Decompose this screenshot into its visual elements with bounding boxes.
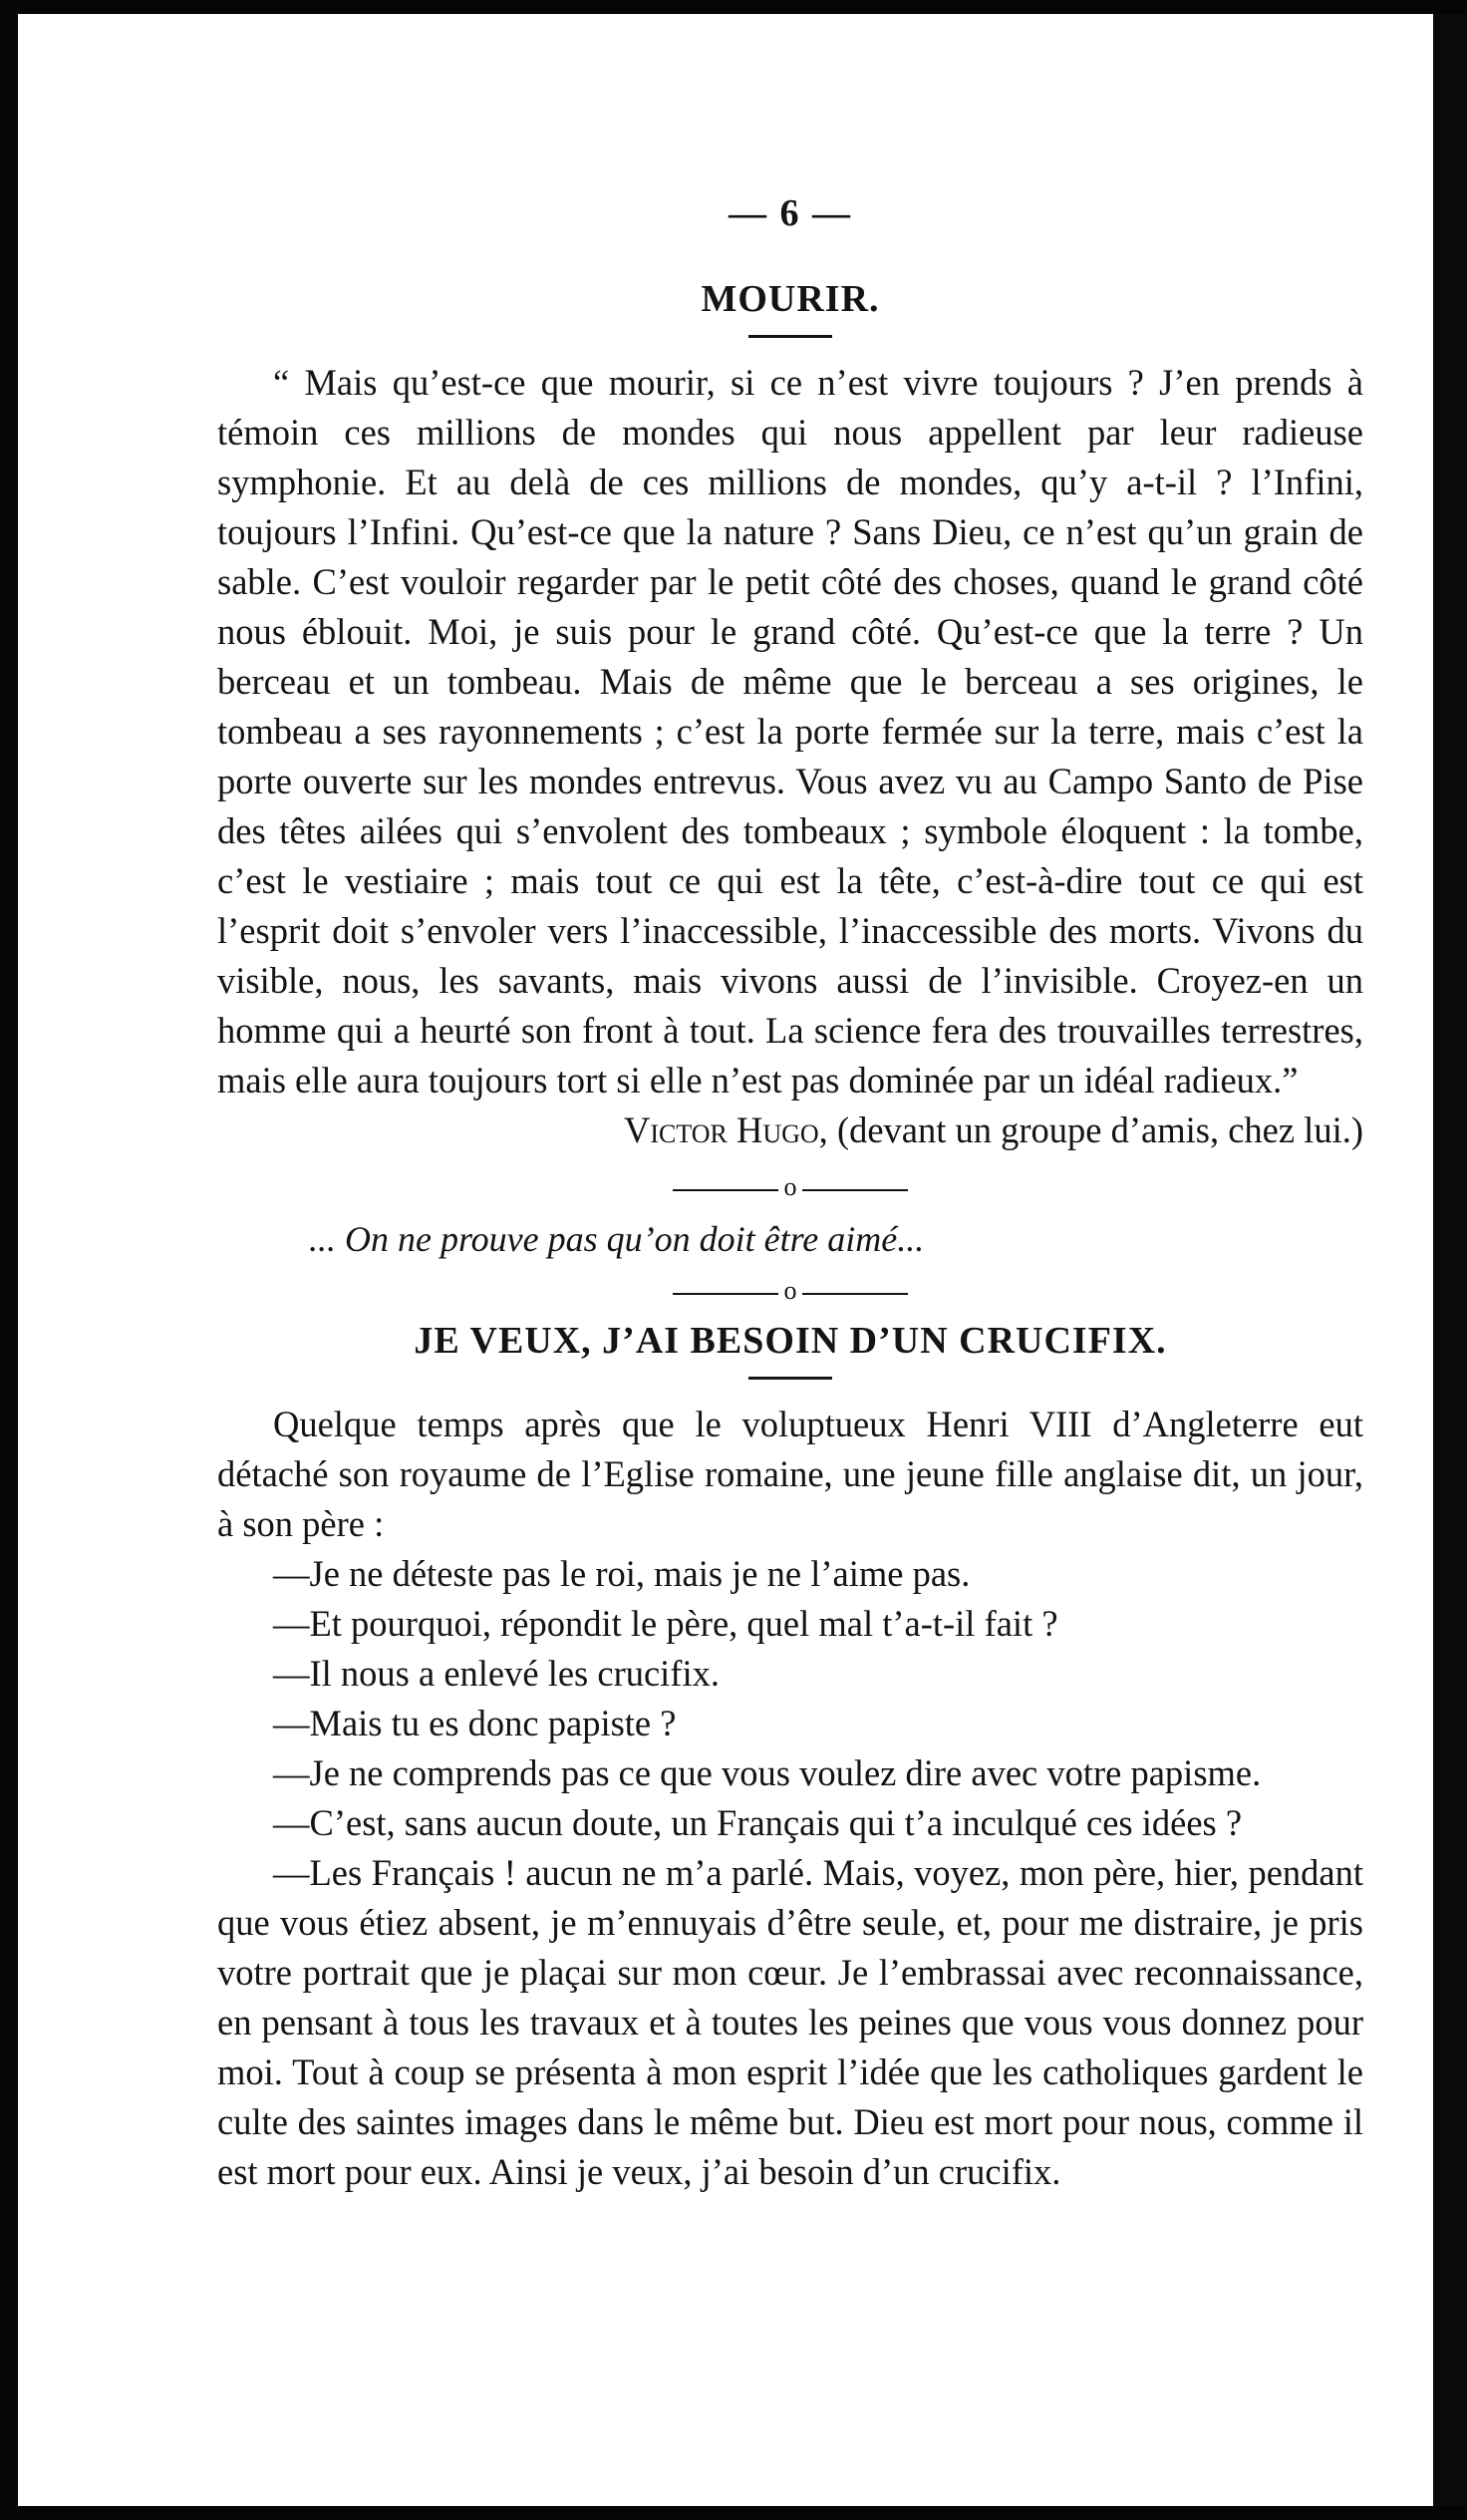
story-intro-paragraph: Quelque temps après que le voluptueux Henri VIII d’Angleterre eut détaché son royaume de l’Eglise romaine, une jeune fille anglaise dit, un jour, à son père :	[217, 1404, 1363, 1544]
separator-mark: o	[783, 1276, 797, 1305]
separator-rule	[673, 1273, 908, 1313]
dialogue-line: —Je ne comprends pas ce que vous voulez dire avec votre papisme.	[273, 1752, 1262, 1793]
dialogue-line: —Et pourquoi, répondit le père, quel mal t’a-t-il fait ?	[273, 1603, 1058, 1644]
dialogue-line: —Les Français ! aucun ne m’a parlé. Mais, voyez, mon père, hier, pendant que vous étiez absent, je m’ennuyais d’être seule, et, pour me distraire, je pris votre portrait que je plaçai sur mon cœur. Je l’embrassai avec reconnaissance, en pensant à tous les travaux et à toutes les peines que vous vous donnez pour moi. Tout à coup se présenta à mon esprit l’idée que les catholiques gardent le culte des saintes images dans le même but. Dieu est mort pour nous, comme il est mort pour eux. Ainsi je veux, j’ai besoin d’un crucifix.	[217, 1852, 1363, 2192]
section-title-mourir: MOURIR.	[701, 278, 880, 320]
dialogue-line: —C’est, sans aucun doute, un Français qui t’a inculqué ces idées ?	[273, 1802, 1243, 1843]
author-name: Victor Hugo,	[623, 1109, 828, 1150]
section-title-crucifix: JE VEUX, J’AI BESOIN D’UN CRUCIFIX.	[414, 1320, 1167, 1362]
title-rule	[748, 1377, 832, 1380]
attribution	[217, 1105, 1363, 1155]
separator-mark: o	[783, 1172, 797, 1201]
book-page	[18, 14, 1433, 2506]
scan-border	[1433, 14, 1467, 2506]
title-rule	[748, 335, 832, 338]
page-number: — 6 —	[729, 192, 852, 234]
italic-quote: ... On ne prouve pas qu’on doit être aimé...	[309, 1219, 925, 1259]
separator-rule	[673, 1169, 908, 1209]
dialogue-line: —Mais tu es donc papiste ?	[273, 1703, 677, 1743]
dialogue-line: —Je ne déteste pas le roi, mais je ne l’aime pas.	[273, 1553, 971, 1594]
hugo-quote-paragraph: “ Mais qu’est-ce que mourir, si ce n’est vivre toujours ? J’en prends à témoin ces millions de mondes qui nous appellent par leur radieuse symphonie. Et au delà de ces millions de mondes, qu’y a-t-il ? l’Infini, toujours l’Infini. Qu’est-ce que la nature ? Sans Dieu, ce n’est qu’un grain de sable. C’est vouloir regarder par le petit côté des choses, quand le grand côté nous éblouit. Moi, je suis pour le grand côté. Qu’est-ce que la terre ? Un berceau et un tombeau. Mais de même que le berceau a ses origines, le tombeau a ses rayonnements ; c’est la porte fermée sur la terre, mais c’est la porte ouverte sur les mondes entrevus. Vous avez vu au Campo Santo de Pise des têtes ailées qui s’envolent des tombeaux ; symbole éloquent : la tombe, c’est le vestiaire ; mais tout ce qui est la tête, c’est-à-dire tout ce qui est l’esprit doit s’envoler vers l’inaccessible, l’inaccessible des morts. Vivons du visible, nous, les savants, mais vivons aussi de l’invisible. Croyez-en un homme qui a heurté son front à tout. La science fera des trouvailles terrestres, mais elle aura toujours tort si elle n’est pas dominée par un idéal radieux.”	[217, 362, 1363, 1101]
text-column	[217, 191, 1363, 2197]
dialogue-line: —Il nous a enlevé les crucifix.	[273, 1653, 720, 1694]
attribution-context: (devant un groupe d’amis, chez lui.)	[827, 1109, 1363, 1150]
